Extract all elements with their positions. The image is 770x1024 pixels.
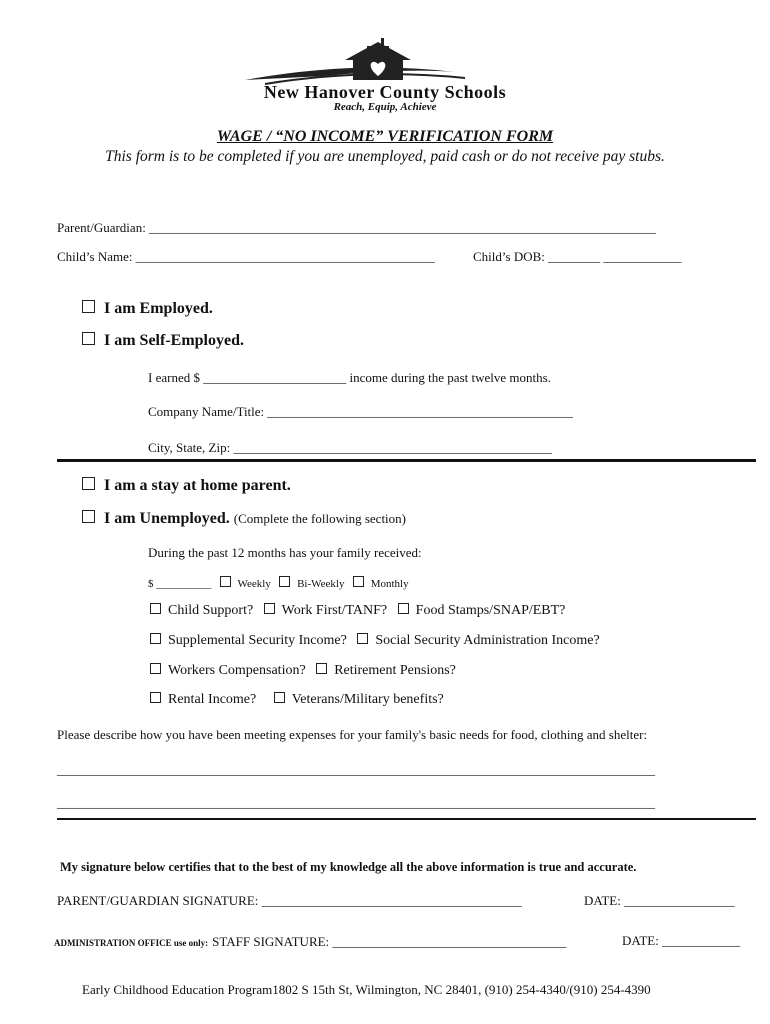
amount-field[interactable]: $ __________: [148, 578, 212, 590]
parent-date-field[interactable]: DATE: _________________: [584, 893, 735, 908]
child-support-label: Child Support?: [168, 603, 254, 618]
school-name: New Hanover County Schools: [263, 82, 507, 102]
retirement-checkbox[interactable]: [316, 663, 327, 674]
city-state-zip-field[interactable]: City, State, Zip: _________________________________________________: [148, 440, 552, 455]
section-divider-2: [57, 818, 756, 820]
earned-field[interactable]: I earned $ ______________________ income during the past twelve months.: [148, 370, 551, 385]
stay-home-checkbox[interactable]: [82, 477, 95, 490]
benefits-row-1: [150, 603, 565, 619]
monthly-label: Monthly: [370, 578, 409, 590]
staff-signature-field[interactable]: STAFF SIGNATURE: ____________________________________: [212, 934, 567, 949]
child-support-checkbox[interactable]: [150, 603, 161, 614]
child-dob-field[interactable]: Child’s DOB: ________ ____________: [473, 249, 682, 264]
stay-home-option[interactable]: [82, 477, 291, 495]
weekly-label: Weekly: [237, 578, 271, 590]
footer-address: Early Childhood Education Program1802 S 15th St, Wilmington, NC 28401, (910) 254-4340/(910) 254-4390: [82, 982, 651, 997]
employed-checkbox[interactable]: [82, 300, 95, 313]
benefits-row-4: [150, 692, 444, 708]
food-stamps-label: Food Stamps/SNAP/EBT?: [415, 603, 566, 618]
school-logo: [205, 38, 565, 118]
employed-label: I am Employed.: [104, 300, 213, 317]
company-field[interactable]: Company Name/Title: _______________________________________________: [148, 404, 573, 419]
expenses-line-1[interactable]: ____________________________________________________________________________________________: [57, 762, 655, 777]
schoolhouse-icon: [205, 38, 565, 88]
ssa-checkbox[interactable]: [357, 633, 368, 644]
unemployed-checkbox[interactable]: [82, 510, 95, 523]
received-prompt: During the past 12 months has your family received:: [148, 545, 422, 560]
child-name-field[interactable]: Child’s Name: ______________________________________________: [57, 249, 435, 264]
parent-guardian-field[interactable]: Parent/Guardian: ______________________________________________________________________________: [57, 220, 657, 235]
school-motto: Reach, Equip, Achieve: [333, 101, 437, 113]
veterans-checkbox[interactable]: [274, 692, 285, 703]
workers-comp-label: Workers Compensation?: [168, 663, 306, 678]
unemployed-option[interactable]: [82, 510, 406, 528]
benefits-row-2: [150, 633, 600, 649]
self-employed-label: I am Self-Employed.: [104, 332, 244, 349]
admin-office-label: ADMINISTRATION OFFICE use only:: [54, 938, 209, 948]
ssa-label: Social Security Administration Income?: [375, 633, 600, 648]
expenses-prompt: Please describe how you have been meeting expenses for your family's basic needs for food, clothing and shelter:: [57, 727, 648, 742]
amount-frequency-row: [148, 576, 409, 590]
stay-home-label: I am a stay at home parent.: [104, 477, 291, 494]
benefits-row-3: [150, 663, 456, 679]
expenses-line-2[interactable]: ____________________________________________________________________________________________: [57, 795, 655, 810]
ssi-checkbox[interactable]: [150, 633, 161, 644]
staff-date-field[interactable]: DATE: ____________: [622, 933, 741, 948]
retirement-label: Retirement Pensions?: [334, 663, 456, 678]
veterans-label: Veterans/Military benefits?: [291, 692, 444, 707]
monthly-checkbox[interactable]: [353, 576, 364, 587]
rental-income-checkbox[interactable]: [150, 692, 161, 703]
unemployed-label: I am Unemployed.: [104, 510, 230, 527]
form-title: WAGE / “NO INCOME” VERIFICATION FORM: [216, 128, 554, 145]
employed-option[interactable]: [82, 300, 213, 318]
ssi-label: Supplemental Security Income?: [168, 633, 347, 648]
weekly-checkbox[interactable]: [220, 576, 231, 587]
workers-comp-checkbox[interactable]: [150, 663, 161, 674]
biweekly-label: Bi-Weekly: [297, 578, 345, 590]
food-stamps-checkbox[interactable]: [398, 603, 409, 614]
section-divider: [57, 459, 756, 462]
work-first-label: Work First/TANF?: [281, 603, 388, 618]
rental-income-label: Rental Income?: [168, 692, 257, 707]
self-employed-option[interactable]: [82, 332, 244, 350]
admin-signature-row: [54, 933, 566, 951]
self-employed-checkbox[interactable]: [82, 332, 95, 345]
certification-statement: My signature below certifies that to the best of my knowledge all the above information is true and accurate.: [60, 860, 637, 874]
work-first-checkbox[interactable]: [264, 603, 275, 614]
parent-signature-field[interactable]: PARENT/GUARDIAN SIGNATURE: ________________________________________: [57, 893, 522, 908]
biweekly-checkbox[interactable]: [279, 576, 290, 587]
form-subtitle: This form is to be completed if you are unemployed, paid cash or do not receive pay stubs.: [105, 148, 665, 165]
unemployed-note: (Complete the following section): [233, 511, 406, 526]
